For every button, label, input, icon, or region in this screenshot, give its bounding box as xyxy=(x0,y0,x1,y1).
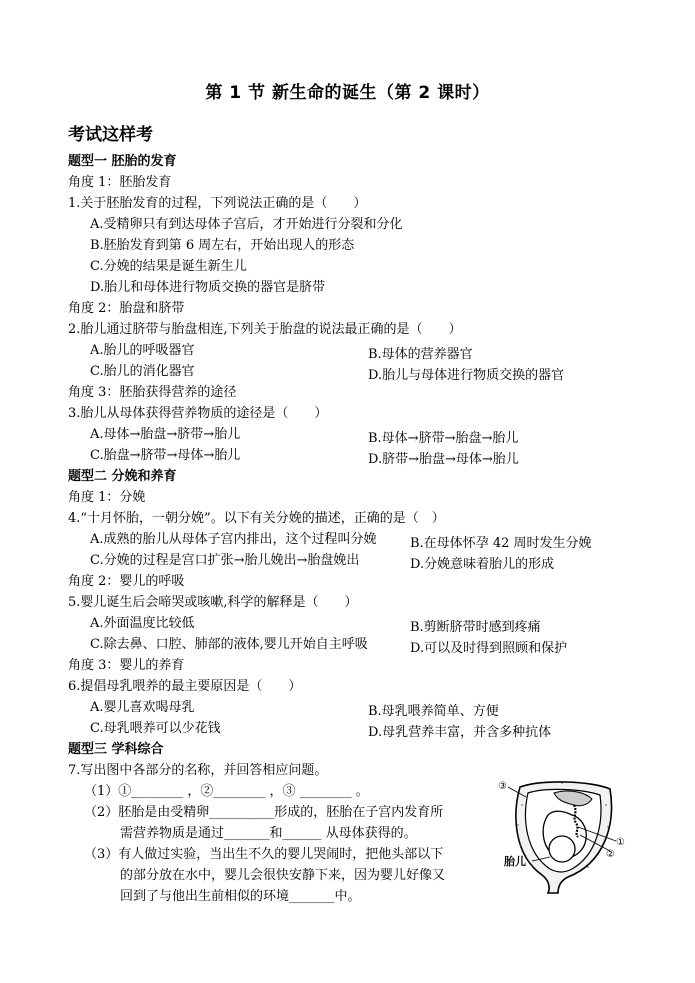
q2-option-d: D.胎儿与母体进行物质交换的器官 xyxy=(368,368,565,383)
q5-option-b: B.剪断脐带时感到疼痛 xyxy=(410,620,541,635)
q1-option-c: C.分娩的结果是诞生新生儿 xyxy=(90,259,247,274)
uterus-fetus-diagram xyxy=(492,775,632,895)
q2-option-c: C.胎儿的消化器官 xyxy=(90,364,195,379)
q3-option-a: A.母体→胎盘→脐带→胎儿 xyxy=(90,427,241,442)
q6-option-c: C.母乳喂养可以少花钱 xyxy=(90,721,221,736)
angle-1-3: 角度 3：胚胎获得营养的途径 xyxy=(68,385,237,400)
fetus-head xyxy=(549,836,575,862)
q7-part-3-line-3: 回到了与他出生前相似的环境_______中。 xyxy=(120,889,361,904)
q1-option-b: B.胚胎发育到第 6 周左右，开始出现人的形态 xyxy=(90,238,355,253)
angle-2-3: 角度 3：婴儿的养育 xyxy=(68,658,185,673)
q5-option-d: D.可以及时得到照顾和保护 xyxy=(410,641,568,656)
q7-part-3-line-2: 的部分放在水中，婴儿会很快安静下来，因为婴儿好像又 xyxy=(120,868,446,883)
q6-option-b: B.母乳喂养简单、方便 xyxy=(368,704,499,719)
q6-option-d: D.母乳营养丰富，并含多种抗体 xyxy=(368,725,552,740)
question-2: 2.胎儿通过脐带与胎盘相连,下列关于胎盘的说法最正确的是（ ） xyxy=(68,322,462,337)
angle-1-1: 角度 1：胚胎发育 xyxy=(68,175,172,190)
q5-option-c: C.除去鼻、口腔、肺部的液体,婴儿开始自主呼吸 xyxy=(90,637,368,652)
q7-part-2-line-1: （2）胚胎是由受精卵__________形成的，胚胎在子宫内发育所 xyxy=(84,805,444,820)
page-title: 第 1 节 新生命的诞生（第 2 课时） xyxy=(205,83,490,103)
q4-option-a: A.成熟的胎儿从母体子宫内排出，这个过程叫分娩 xyxy=(90,532,377,547)
q3-option-d: D.脐带→胎盘→母体→胎儿 xyxy=(368,452,519,467)
angle-2-2: 角度 2：婴儿的呼吸 xyxy=(68,574,185,589)
topic-2-heading: 题型二 分娩和养育 xyxy=(68,469,177,484)
label-2: ② xyxy=(606,849,615,860)
question-3: 3.胎儿从母体获得营养物质的途径是（ ） xyxy=(68,406,328,421)
q4-option-d: D.分娩意味着胎儿的形成 xyxy=(410,557,555,572)
q3-option-b: B.母体→脐带→胎盘→胎儿 xyxy=(368,431,519,446)
q1-option-a: A.受精卵只有到达母体子宫后，才开始进行分裂和分化 xyxy=(90,217,403,232)
q1-option-d: D.胎儿和母体进行物质交换的器官是脐带 xyxy=(90,280,326,295)
label-1: ① xyxy=(616,837,625,848)
question-6: 6.提倡母乳喂养的最主要原因是（ ） xyxy=(68,679,302,694)
label-3: ③ xyxy=(498,781,507,792)
q5-option-a: A.外面温度比较低 xyxy=(90,616,195,631)
question-7: 7.写出图中各部分的名称，并回答相应问题。 xyxy=(68,763,328,778)
q2-option-a: A.胎儿的呼吸器官 xyxy=(90,343,195,358)
q4-option-c: C.分娩的过程是宫口扩张→胎儿娩出→胎盘娩出 xyxy=(90,553,360,568)
q7-part-3-line-1: （3）有人做过实验，当出生不久的婴儿哭闹时，把他头部以下 xyxy=(84,847,444,862)
q3-option-c: C.胎盘→脐带→母体→胎儿 xyxy=(90,448,241,463)
section-heading: 考试这样考 xyxy=(68,125,153,145)
label-fetus: 胎儿 xyxy=(504,855,526,868)
topic-3-heading: 题型三 学科综合 xyxy=(68,742,164,757)
q4-option-b: B.在母体怀孕 42 周时发生分娩 xyxy=(410,536,592,551)
angle-1-2: 角度 2：胎盘和脐带 xyxy=(68,301,185,316)
angle-2-1: 角度 1：分娩 xyxy=(68,490,146,505)
q6-option-a: A.婴儿喜欢喝母乳 xyxy=(90,700,195,715)
q7-part-1: （1）①________ ，②________ ，③ ________ 。 xyxy=(84,784,369,799)
question-1: 1.关于胚胎发育的过程，下列说法正确的是（ ） xyxy=(68,196,367,211)
question-5: 5.婴儿诞生后会啼哭或咳嗽,科学的解释是（ ） xyxy=(68,595,358,610)
q2-option-b: B.母体的营养器官 xyxy=(368,347,473,362)
question-4: 4.“十月怀胎，一朝分娩”。以下有关分娩的描述，正确的是（ ） xyxy=(68,511,445,526)
topic-1-heading: 题型一 胚胎的发育 xyxy=(68,154,177,169)
q7-part-2-line-2: 需营养物质是通过_______和______ 从母体获得的。 xyxy=(120,826,417,841)
